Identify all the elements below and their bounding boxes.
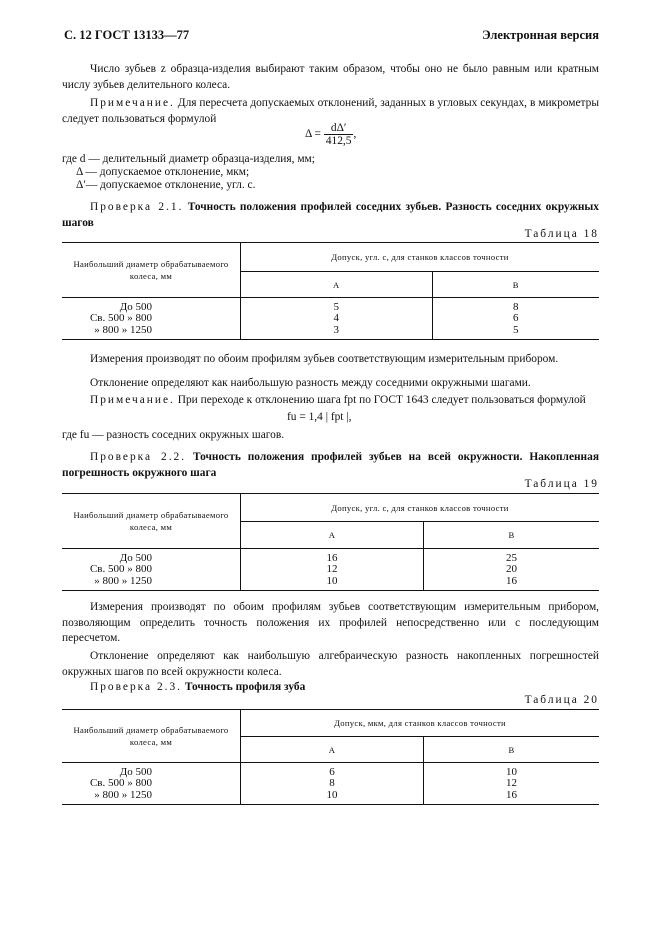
where-item: Δ — допускаемое отклонение, мкм; — [76, 166, 250, 178]
table-cell: 5 — [333, 301, 340, 313]
formula-denominator: 412,5 — [325, 135, 352, 147]
table-row-label: Св. 500 » 800 — [89, 563, 152, 576]
table-row-label: » 800 » 1250 — [94, 574, 152, 587]
table-col-a — [241, 549, 424, 591]
table-col-a — [241, 763, 424, 805]
table-col-header: Наибольший диаметр обрабатываемого колеса, мм — [62, 494, 241, 549]
table-row-label: » 800 » 1250 — [94, 788, 152, 801]
table-cell: 25 — [506, 552, 518, 564]
note-pitch — [62, 393, 599, 409]
table-cell: 10 — [506, 766, 518, 778]
formula-numerator: dΔ′ — [324, 122, 354, 135]
table-class-a: А — [241, 522, 424, 549]
table-row-label: До 500 — [119, 301, 152, 313]
table-cell: 16 — [506, 788, 518, 801]
table-cell: 16 — [506, 574, 518, 587]
check-2-1-heading — [62, 200, 599, 231]
formula-fraction — [324, 122, 357, 147]
table-row-labels — [62, 298, 241, 340]
table-18 — [62, 242, 599, 340]
table-cell: 10 — [326, 788, 338, 801]
check-title: Точность профиля зуба — [184, 681, 306, 693]
table-col-b — [424, 763, 599, 805]
check-lead: Проверка 2.3. — [90, 681, 183, 693]
where-fu: где fu — разность соседних окружных шагов. — [62, 429, 285, 441]
table-group-header: Допуск, мкм, для станков классов точности — [241, 710, 600, 737]
note-text: При переходе к отклонению шага fpt по ГОСТ 1643 следует пользоваться формулой — [174, 394, 586, 406]
table-col-header: Наибольший диаметр обрабатываемого колеса, мм — [62, 710, 241, 763]
note-text: Для пересчета допускаемых отклонений, заданных в угловых секундах, в микрометры следует пользоваться формулой — [62, 97, 599, 125]
table-20 — [62, 709, 599, 805]
formula-lhs: Δ = — [305, 128, 321, 141]
table-class-a: А — [241, 272, 433, 298]
where-list-1 — [62, 153, 315, 192]
page-header-right: Электронная версия — [482, 28, 599, 42]
table-cell: 12 — [506, 777, 518, 790]
table-cell: 6 — [513, 312, 519, 325]
table-cell: 12 — [326, 563, 338, 576]
where-item: где d — делительный диаметр образца-изделия, мм; — [62, 153, 315, 165]
table-cell: 6 — [329, 766, 335, 778]
table-cell: 4 — [333, 312, 340, 325]
table-18-caption: Таблица 18 — [524, 228, 599, 240]
table-row-label: » 800 » 1250 — [94, 323, 152, 336]
table-cell: 5 — [513, 323, 519, 336]
table-group-header: Допуск, угл. с, для станков классов точности — [241, 494, 600, 522]
table-cell: 16 — [326, 552, 338, 564]
formula-fu: fu = 1,4 | fpt |, — [287, 411, 352, 423]
table-19-caption: Таблица 19 — [524, 478, 599, 490]
table-class-b: В — [432, 272, 599, 298]
note-lead: Примечание. — [90, 97, 175, 109]
where-item: Δ′— допускаемое отклонение, угл. с. — [76, 179, 256, 191]
paragraph-measurement-2: Измерения производят по обоим профилям зубьев соответствующим измерительным прибором, позволяющим определить точность положения их профилей непосредственно или с последующим пересчетом. — [62, 601, 599, 644]
table-row-label: Св. 500 » 800 — [89, 777, 152, 790]
check-2-3-heading — [62, 680, 599, 696]
table-col-b — [424, 549, 599, 591]
table-cell: 20 — [506, 563, 518, 576]
paragraph-measurement-1: Измерения производят по обоим профилям зубьев соответствующим измерительным прибором. — [90, 353, 559, 365]
paragraph-teeth-count: Число зубьев z образца-изделия выбирают таким образом, чтобы оно не было равным или кратным числу зубьев делительного колеса. — [62, 63, 599, 91]
table-row-label: Св. 500 » 800 — [89, 312, 152, 325]
check-title: Точность положения профилей зубьев на всей окружности. Накопленная погрешность окружного шага — [62, 451, 599, 479]
page-header-left: С. 12 ГОСТ 13133—77 — [64, 28, 190, 42]
table-class-b: В — [424, 522, 599, 549]
check-lead: Проверка 2.1. — [90, 201, 184, 213]
note-lead: Примечание. — [90, 394, 175, 406]
table-col-a — [241, 298, 433, 340]
check-title: Точность положения профилей соседних зубьев. Разность соседних окружных шагов — [62, 201, 600, 229]
table-class-a: А — [241, 737, 424, 763]
formula-delta — [305, 122, 356, 147]
table-col-b — [432, 298, 599, 340]
table-cell: 10 — [326, 574, 338, 587]
table-row-labels — [62, 763, 241, 805]
table-19 — [62, 493, 599, 591]
check-2-2-heading — [62, 450, 599, 481]
check-lead: Проверка 2.2. — [90, 451, 187, 463]
paragraph-deviation-1: Отклонение определяют как наибольшую разность между соседними окружными шагами. — [90, 377, 531, 389]
table-group-header: Допуск, угл. с, для станков классов точности — [241, 243, 600, 272]
table-row-labels — [62, 549, 241, 591]
table-cell: 8 — [329, 777, 335, 790]
table-cell: 8 — [513, 301, 519, 313]
table-row-label: До 500 — [119, 766, 152, 778]
table-20-caption: Таблица 20 — [524, 694, 599, 706]
table-row-label: До 500 — [119, 552, 152, 564]
formula-tail: , — [353, 128, 357, 141]
table-class-b: В — [424, 737, 599, 763]
paragraph-deviation-2: Отклонение определяют как наибольшую алгебраическую разность накопленных погрешностей окружных шагов по всей окружности колеса. — [62, 650, 599, 678]
table-cell: 3 — [333, 323, 340, 336]
table-col-header: Наибольший диаметр обрабатываемого колеса, мм — [62, 243, 241, 298]
